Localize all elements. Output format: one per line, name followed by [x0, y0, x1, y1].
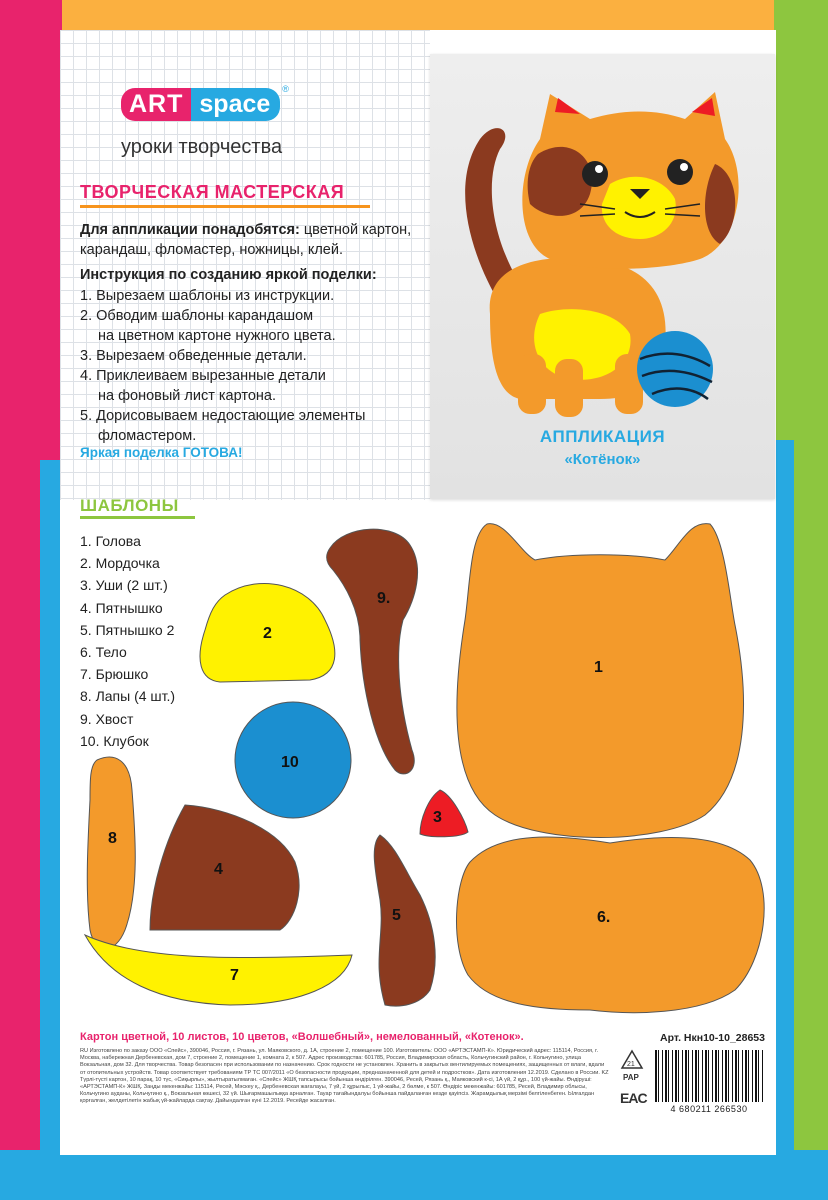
shape-body-label: 6. [597, 909, 611, 926]
product-title: Картон цветной, 10 листов, 10 цветов, «Волшебный», немелованный, «Котенок». [80, 1031, 524, 1043]
list-item: 2. Мордочка [80, 555, 160, 572]
shape-patch-label: 4 [214, 861, 223, 878]
step-item: 1. Вырезаем шаблоны из инструкции. [80, 288, 335, 304]
application-title: АППЛИКАЦИЯ [539, 427, 666, 446]
list-item: 7. Брюшко [80, 666, 149, 683]
shape-head [457, 524, 744, 838]
list-item: 3. Уши (2 шт.) [80, 577, 168, 594]
step-item: 5. Дорисовываем недостающие элементы [80, 408, 366, 424]
shape-ball-label: 10 [281, 754, 299, 771]
templates-title: ШАБЛОНЫ [80, 496, 179, 515]
shape-head-label: 1 [594, 659, 603, 676]
step-item: 3. Вырезаем обведенные детали. [80, 348, 307, 364]
shape-patch2-label: 5 [392, 907, 401, 924]
list-item: 9. Хвост [80, 710, 134, 727]
instructions-title: Инструкция по созданию яркой поделки: [80, 267, 377, 283]
logo-space: space [191, 88, 280, 121]
step-item-cont: фломастером. [98, 428, 197, 444]
step-item-cont: на фоновый лист картона. [98, 388, 277, 404]
shape-tail-label: 9. [377, 590, 391, 607]
needs-text: цветной картон, карандаш, фломастер, ножницы, клей. [80, 222, 412, 258]
logo-art: ART [121, 88, 191, 121]
list-item: 5. Пятнышко 2 [80, 621, 175, 638]
application-subtitle: «Котёнок» [564, 451, 641, 468]
step-item: 4. Приклеиваем вырезанные детали [80, 368, 326, 384]
shape-ear-label: 3 [433, 809, 442, 826]
barcode-number: 4 680211 266530 [650, 1104, 768, 1114]
shape-paw-label: 8 [108, 830, 117, 847]
shape-paw [87, 757, 135, 949]
eac-mark: EAC [620, 1090, 647, 1106]
list-item: 1. Голова [80, 533, 141, 549]
logo-registered: ® [282, 84, 289, 94]
shape-patch2 [374, 835, 435, 1006]
barcode [655, 1050, 763, 1102]
recycle-icon [618, 1048, 646, 1084]
shape-patch [150, 805, 299, 930]
list-item: 4. Пятнышко [80, 599, 163, 616]
step-item: 2. Обводим шаблоны карандашом [80, 308, 314, 324]
list-item: 10. Клубок [80, 732, 149, 749]
pap-number: 21 [627, 1061, 635, 1068]
step-item-cont: на цветном картоне нужного цвета. [98, 328, 336, 344]
list-item: 8. Лапы (4 шт.) [80, 688, 176, 705]
shape-belly-label: 7 [230, 967, 239, 984]
shape-ear [420, 790, 468, 837]
needs-label: Для аппликации понадобятся: [80, 222, 300, 238]
shape-belly [85, 935, 352, 1005]
workshop-title: ТВОРЧЕСКАЯ МАСТЕРСКАЯ [80, 182, 345, 202]
fine-print: RU Изготовлено по заказу ООО «Спейс», 390046, Россия, г. Рязань, ул. Маяковского, д. 1А, строение 2, помещение 100. Изготовитель: ООО «АРТЭСТАМП-К». Юридический адрес: 115114, Россия, г. Москва, набережная Дербеневская, дом 7, строение 2, помещение 1, комната 2, к 507. Адрес производства: 601785, Россия, Владимирская область, Кольчугинский район, г. Кольчугино, улица Вокзальная, дом 32. Для творчества. Товар безопасен при использовании по назначению. Срок годности не установлен. Хранить в закрытых вентилируемых помещениях, защищенных от влаги, вдали от отопительных устройств. Товар соответствует требованиям ТР ТС 007/2011 «О безопасности продукции, предназначенной для детей и подростков». Дата изготовления 12.2019. Сделано в России. KZ Түрлі-түсті картон, 10 парақ, 10 түс, «Сиқырлы», жылтыратылмаған. «Спейс» ЖШҚ тапсырысы бойынша өндірілген. 390046, Ресей, Рязань қ., Маяковский к-сі, 1А үй, 2 құр., 100 үй-жайы. Өндіруші: «АРТЭСТАМП-К» ЖШҚ. Заңды мекенжайы: 115114, Ресей, Мәскеу қ., Дербеневская жағалауы, 7 үй, 2 құрылыс, 1 үй-жайы, 2 бөлме, к 507. Өндіріс мекенжайы: 601785, Ресей, Владимир облысы, Кольчугино ауданы, Кольчугино қ., Вокзальная көшесі, 32 үй. Шығармашылыққа арналған. Тауар тағайындалуы бойынша пайдаланған кезде қауіпсіз. Жарамдылық мерзімі белгіленбеген. Ылғалдан қорғалған, желдетілетін жабық үй-жайларда сақтау. Дайындалған күні 12.2019. Ресейде жасалған. [80, 1048, 609, 1105]
list-item: 6. Тело [80, 644, 127, 661]
shape-muzzle-label: 2 [263, 625, 272, 642]
ready-text: Яркая поделка ГОТОВА! [80, 445, 243, 460]
pap-label: PAP [623, 1073, 639, 1082]
article-number: Арт. Нкн10-10_28653 [660, 1032, 765, 1044]
brand-subtitle: уроки творчества [121, 136, 283, 158]
